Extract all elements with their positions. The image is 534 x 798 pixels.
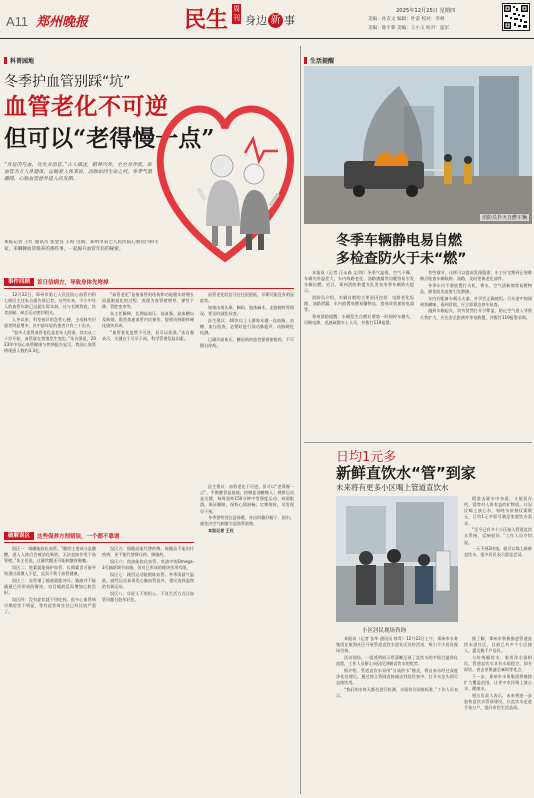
fire-col-2-p2: 冬季车内不要放置打火机、香水、空气清新剂等易燃物品，避免阳光直射引发燃烧。 <box>420 282 532 294</box>
water-caption: 小区居民现场咨询 <box>362 628 407 634</box>
break-rule <box>4 542 194 543</box>
water-col-1-p3: 一天不到2块钱，就可以喝上新鲜直饮水，很多居民表示愿意尝试。 <box>464 546 532 558</box>
col-5 <box>102 546 194 794</box>
col-3 <box>200 292 294 482</box>
fire-col-2-p4: 遇到车辆起火，切勿贸然打开引擎盖，防止空气进入导致火势扩大，应在安全距离外等待救援，并拨打119报警求助。 <box>420 308 532 320</box>
col-6-byline: 本报记者 王红 <box>208 528 234 534</box>
col-3-p3: 医生建议：40岁以上人群每年做一次血脂、血糖、血压检查，必要时进行颈动脉超声、动脉硬化检测。 <box>200 317 294 335</box>
column-tag-label: 科普园地 <box>10 58 35 65</box>
fire-col-1-p3: 郑州消防提醒：车辆发生自燃后要第一时间停车熄火、切断电源，迅速疏散车上人员，并拨打119报警。 <box>304 314 414 326</box>
water-headline: 新鲜直饮水“管”到家 <box>336 464 476 482</box>
fire-headline-2: 多检查防火于未“燃” <box>336 251 467 267</box>
water-col-3 <box>464 636 532 796</box>
event-tag-row <box>4 278 109 286</box>
water-col-2-p1: 本报讯（记者 张华 通讯员 徐青）12月22日上午，郑州市水务集团在航海社区开展管道直饮水进社区宣传活动，吸引不少居民现场咨询。 <box>336 636 458 654</box>
masthead-rule <box>0 38 534 39</box>
water-col-1-p1: 精准去除水中杂质，又能留存钙、镁等对人体有益的矿物质，让居民喝上放心水，每吨水价格仅需数元，日均1元多即可满足家庭饮水需求。 <box>464 496 532 526</box>
water-col-2-p2: 活动现场，一组透明展示管清晰呈现了直饮水的多级过滤净化流程，工作人员耐心向居民讲解直饮水的优势。 <box>336 654 458 667</box>
col-4-p4: 误区四：没有症状就不用吃药。很多心血管病早期症状不明显，等有症状时往往已经比较严重了。 <box>4 596 96 615</box>
col-4-p1: 误区一：喝醋能软化血管。“醋的主要成分是醋酸，进入人体后会被消化吸收，无法直接作用于血管壁。”朱主任说，过量饮醋还可能刺激胃黏膜。 <box>4 546 96 564</box>
fire-photo <box>304 66 532 224</box>
life-tag-bar <box>304 57 307 64</box>
water-deck: 未来将有更多小区喝上管道直饮水 <box>336 483 449 492</box>
qr-code <box>502 3 530 31</box>
event-subtag: 首日信病方，导致身体先垮掉 <box>37 280 109 286</box>
col-5-p3: 误区七：剧烈运动能锻炼血管。冬季清晨气温低，剧烈运动易诱发心脑血管意外，建议选择温和的有氧运动。 <box>102 571 194 589</box>
break-subtag: 这些保养方剂错误，一个都不靠谱 <box>37 534 120 540</box>
quote-block: “身是肉与血，处处含消息。”古人描述，精神内外，全全身奔波，即血管为万人体健康，运输着人体来说，动脉如同生命之河。冬季气温骤降，心脑血管意外进入高发期。 <box>4 162 152 182</box>
illustration-heart-couple <box>150 48 300 278</box>
fire-water-rule <box>304 442 532 443</box>
water-col-1-p2: “至今已有多个小区接入管道直饮水系统，反响很好。”工作人员介绍说。 <box>464 527 532 545</box>
fire-col-2-p3: 车内应配备车载灭火器，并学会正确使用。行车途中如闻到焦糊味、看到冒烟，应立即靠边停车检查。 <box>420 295 532 307</box>
col-3-p2: 如果出现头晕、胸闷、肢体麻木、走路腿疼等情况，要及时就医检查。 <box>200 304 294 316</box>
col-2 <box>102 292 194 528</box>
life-tag <box>304 56 334 65</box>
col-4 <box>4 546 96 794</box>
left-panel <box>0 46 300 798</box>
fire-headline-1: 冬季车辆静电易自燃 <box>336 233 462 249</box>
fire-col-2-p1: 有些细节，这样可以提前发现隐患：车主应定期到正规维修点检查车辆线路、油路，及时更换老化部件。 <box>420 270 532 282</box>
fire-col-1 <box>304 270 414 438</box>
right-panel <box>302 46 534 798</box>
intro-block: 本报记者 王红 通讯员 张金良 王昀 这期，郑州市第七人民医院心血管内科专家，来聊聊血管保养的那些事，一起揭开血管年轻的秘密。 <box>4 240 159 252</box>
water-kicker: 日均1元多 <box>336 450 397 465</box>
column-tag <box>4 56 34 65</box>
col-1-p3: “很多人觉得血管老化是老年人的事，其实从三十岁开始，血管就在悄悄发生变化。”朱自强说，2023年中国心血管健康与疾病报告显示，我国心血管病现患人数约3.3亿。 <box>4 329 96 354</box>
water-col-3-p1: 据了解，郑州市积极推进管道直饮水进社区，目前已有多个小区接入，惠及数千户居民。 <box>464 636 532 654</box>
col-1-p1: 12月22日，郑州市第七人民医院心血管内科七病区主任朱自强告诉记者，这些年来，不少中年人的血管年龄已远超实际年龄，这与长期熬夜、饮食油腻、缺乏运动密切相关。 <box>4 292 96 316</box>
col-5-p4: 误区八：年轻人不用担心。不良生活方式让血管问题日趋年轻化。 <box>102 590 194 602</box>
break-tag: 破解误区 <box>4 532 34 540</box>
col-6-p2: 冬季要特别注意保暖，外出时戴好帽子、围巾，避免冷空气刺激引起血管收缩。 <box>200 515 294 527</box>
paper-logo: 郑州晚报 <box>36 15 89 30</box>
col-4-p3: 误区三：血管堵了输液就能冲开。输液并不能疏通已经形成的斑块，盲目输液反而增加心脏负担。 <box>4 577 96 596</box>
break-tag-row <box>4 532 120 540</box>
section-sub-1: 身边 <box>245 14 267 27</box>
col-2-p1: “血管老化”是指血管的结构和功能随年龄增长而逐渐退化的过程，表现为血管壁增厚、弹性下降、管腔变窄等。 <box>102 292 194 310</box>
masthead <box>0 0 534 46</box>
col-3-p1: 血管老化的信号往往很隐匿，早期可能没有明显症状。 <box>200 292 294 304</box>
col-3-p4: 已确诊高血压、糖尿病的患者要规律服药，不可擅自停药。 <box>200 336 294 348</box>
date-line: 2025年12月25日 星期四 <box>396 8 456 14</box>
headline-2: 但可以“老得慢一点” <box>4 125 215 152</box>
water-col-3-p3: 下一步，郑州市水务集团将继续扩大覆盖范围，让更多市民喝上放心水、健康水。 <box>464 673 532 692</box>
col-2-p2: 朱主任解释，长期高血压、高血脂、高血糖以及吸烟，都会加速血管内皮损伤，促使动脉粥样硬化斑块形成。 <box>102 310 194 329</box>
headline-1: 血管老化不可逆 <box>4 93 169 120</box>
water-photo <box>336 496 458 622</box>
section-sub-3: 事 <box>284 14 295 27</box>
fire-caption: 消防员扑灭自燃车辆 <box>481 215 527 221</box>
section-sub-2: 新 <box>268 13 283 28</box>
col-2-p3: “血管老化虽然不可逆，但可以延缓。”朱自强表示，关键在于尽早干预，科学管理危险因素。 <box>102 329 194 342</box>
section-sub <box>245 12 295 28</box>
fire-col-1-p2: 消防员介绍，车辆自燃的主要原因包括：电路老化短路、油路泄漏、车内放置易燃易爆物品、违规改装加装电器等。 <box>304 295 414 313</box>
event-rule <box>4 288 294 289</box>
water-col-3-p2: 与传统桶装水、家用净水器相比，管道直饮水具有水质稳定、即开即饮、省去更换滤芯麻烦等优点。 <box>464 654 532 673</box>
fire-col-2 <box>420 270 532 438</box>
col-6 <box>200 484 294 794</box>
page-number: A11 <box>6 14 29 29</box>
kicker: 冬季护血管别踩“坑” <box>4 74 131 90</box>
editor-line-2: 美编：陈宇新 美编：王小玉 校对：寇军 <box>368 26 450 31</box>
center-divider <box>300 46 301 794</box>
col-5-p2: 误区六：鱼油能软化血管。鱼油中的Omega-3可辅助调节血脂，但对已形成的斑块作用有限。 <box>102 558 194 570</box>
section-title: 民生 <box>184 8 229 33</box>
water-col-1 <box>464 496 532 632</box>
life-tag-label: 生活提醒 <box>310 58 335 65</box>
section-vertical: 周刊 <box>233 5 240 22</box>
editor-line: 美编：孙友文 编辑：叶雷 校对：李林 <box>368 17 445 22</box>
col-5-p1: 误区五：保健品能代替药物。保健品不能治疗疾病，更不能代替降压药、降脂药。 <box>102 546 194 558</box>
col-6-p1: 医生建议：血管老化不可逆，但可以“老得慢一点”。平衡膳食是基础，控制盐油糖摄入；规律运动是关键，每周坚持150分钟中等强度运动；戒烟限酒，保证睡眠，保持心情舒畅；定期体检，早发现早干预。 <box>200 484 294 514</box>
column-tag-bar <box>4 57 7 64</box>
fire-col-1-p1: 本报讯（记者 汪永森 文/图）冬季气温低、空气干燥，车辆内外温差大，车内线路老化、油路渗漏等问题容易引发车辆自燃。近日，郑州消防救援支队发布冬季车辆防火提示。 <box>304 270 414 294</box>
col-1-p2: 入冬以来，科室接诊的急性心梗、主动脉夹层患者明显增多，其中最年轻的患者只有三十出头。 <box>4 317 96 329</box>
water-col-2 <box>336 636 458 796</box>
col-4-p2: 误区二：吃素就能保护血管。长期素食可能导致蛋白质摄入不足，反而不利于血管健康。 <box>4 564 96 577</box>
water-col-3-p4: 相关负责人表示，未来将进一步加快直饮水管网建设，让直饮水走进千家万户，提升市民生活品质。 <box>464 692 532 711</box>
water-col-2-p4: “我们的水每天都会进行检测，水质符合国家标准。”工作人员表示。 <box>336 686 458 698</box>
col-1 <box>4 292 96 528</box>
event-tag: 事件回顾 <box>4 278 34 286</box>
water-col-2-p3: 据介绍，管道直饮水采用“分质供水”模式，将自来水经过深度净化处理后，通过独立管网直接输送到居民家中，打开水龙头即可直接饮用。 <box>336 667 458 686</box>
